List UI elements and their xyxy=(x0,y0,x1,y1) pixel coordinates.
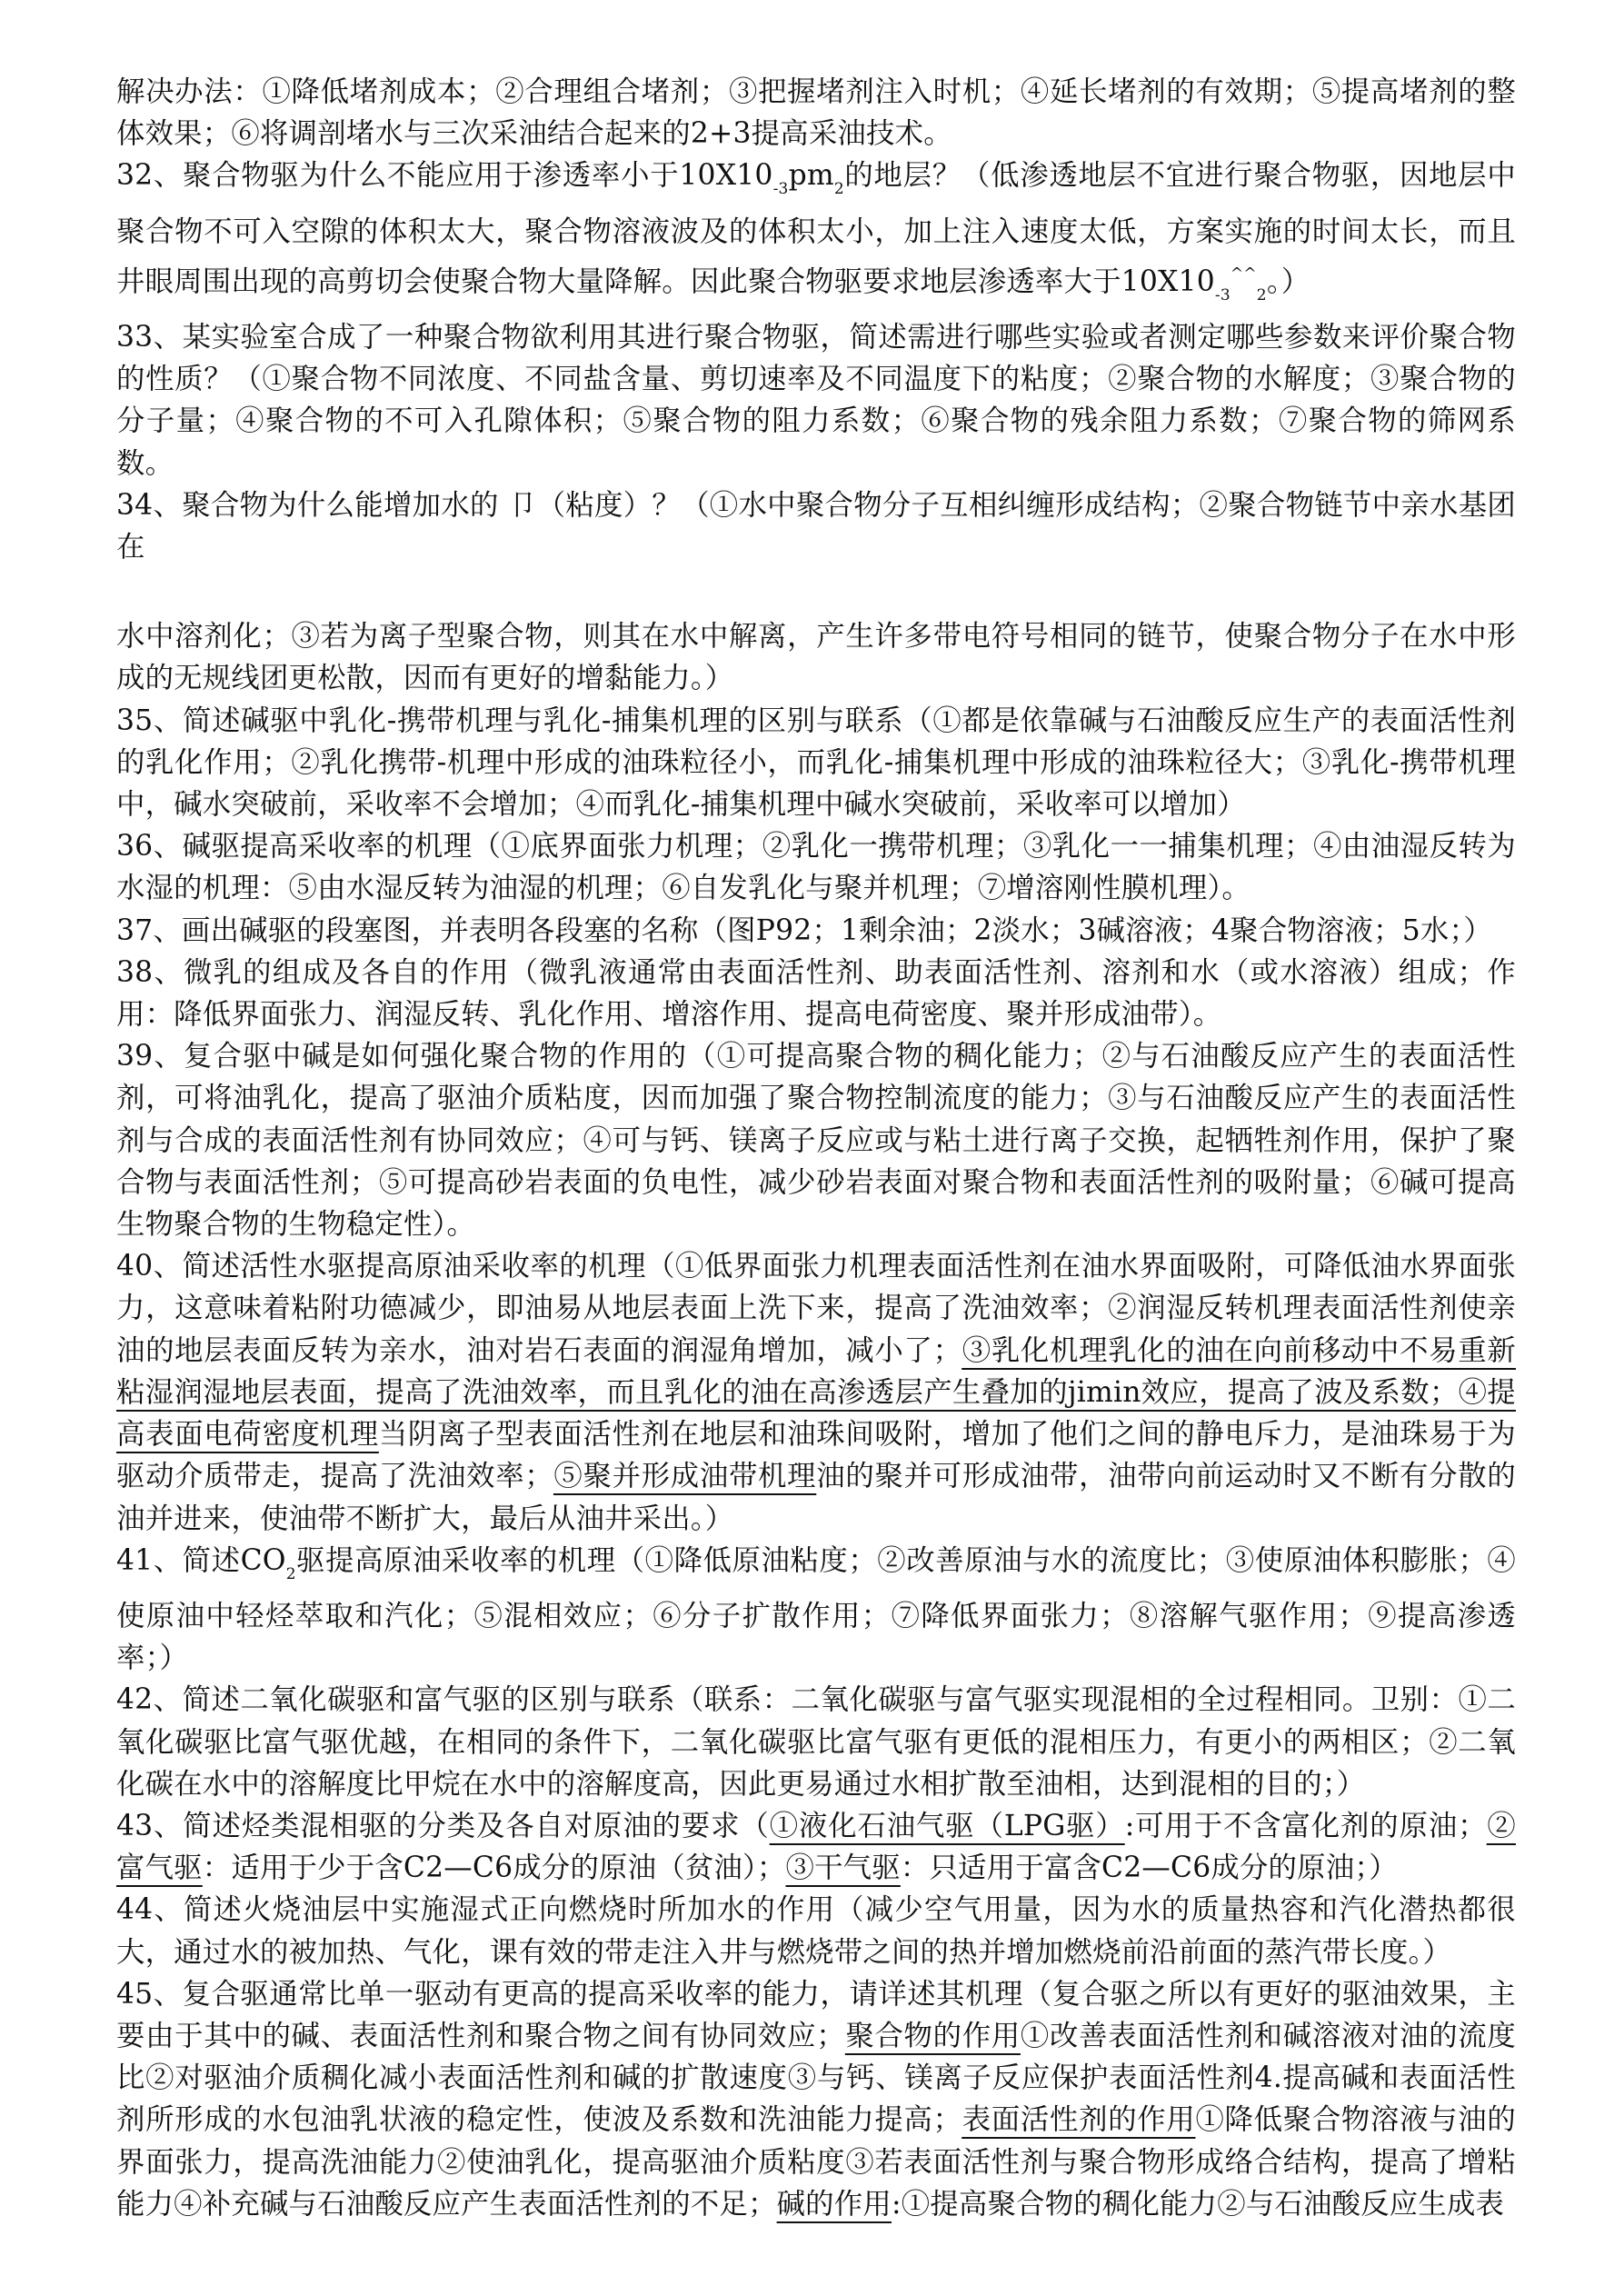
paragraph-solutions xyxy=(116,71,1516,155)
superscript: ^^ xyxy=(1230,264,1257,283)
question-44 xyxy=(116,1889,1516,1972)
underlined-text: 表面活性剂的作用 xyxy=(961,2103,1196,2137)
underlined-text: 聚合物的作用 xyxy=(844,2019,1021,2052)
paragraph-text: 33、某实验室合成了一种聚合物欲利用其进行聚合物驱，简述需进行哪些实验或者测定哪些参数来评价聚合物的性质？（①聚合物不同浓度、不同盐含量、剪切速率及不同温度下的粘度；②聚合物的水解度；③聚合物的分子量；④聚合物的不可入孔隙体积；⑤聚合物的阻力系数；⑥聚合物的残余阻力系数；⑦聚合物的筛网系数。 xyxy=(116,321,1516,480)
underlined-text: ③乳化机理乳化的油在向前移动中不易重新粘湿润湿地层表面，提高了洗油效率，而且乳化的油在高渗透层产生叠加的jimin效应，提高了波及系数；④提高表面电荷密度机理 xyxy=(116,1333,1516,1452)
paragraph-text: 解决办法：①降低堵剂成本；②合理组合堵剂；③把握堵剂注入时机；④延长堵剂的有效期；⑤提高堵剂的整体效果；⑥将调剖堵水与三次采油结合起来的2+3提高采油技术。 xyxy=(116,75,1516,151)
subscript: -3 xyxy=(772,180,789,199)
paragraph-text: 42、简述二氧化碳驱和富气驱的区别与联系（联系：二氧化碳驱与富气驱实现混相的全过程相同。卫别：①二氧化碳驱比富气驱优越，在相同的条件下，二氧化碳驱比富气驱有更低的混相压力，有更小的两相区；②二氧化碳在水中的溶解度比甲烷在水中的溶解度高，因此更易通过水相扩散至油相，达到混相的目的；） xyxy=(116,1683,1516,1801)
subscript: -3 xyxy=(1214,285,1230,304)
question-45 xyxy=(116,1973,1516,2225)
question-33 xyxy=(116,316,1516,484)
question-39 xyxy=(116,1035,1516,1245)
text-segment: 油的聚并可形成油带，油带向前运动时又不断有分散的油并进来，使油带不断扩大，最后从油井采出。） xyxy=(116,1460,1516,1535)
text-segment: 43、简述烃类混相驱的分类及各自对原油的要求（ xyxy=(116,1809,770,1842)
question-34-part1 xyxy=(116,484,1516,568)
underlined-text: ①液化石油气驱（LPG驱） xyxy=(769,1809,1125,1842)
question-32 xyxy=(116,155,1516,316)
text-segment: ①降低聚合物溶液与油的界面张力，提高洗油能力②使油乳化，提高驱油介质粘度③若表面活性剂与聚合物形成络合结构，提高了增粘能力④补充碱与石油酸反应产生表面活性剂的不足； xyxy=(116,2103,1516,2221)
question-36 xyxy=(116,825,1516,909)
question-38 xyxy=(116,952,1516,1035)
underlined-text: ③干气驱 xyxy=(785,1852,901,1885)
text-segment: 。） xyxy=(1266,265,1310,298)
text-segment: :可用于不含富化剂的原油； xyxy=(1124,1809,1487,1842)
subscript: 2 xyxy=(285,1564,296,1583)
text-segment: ：只适用于富含C2—C6成分的原油；） xyxy=(900,1852,1398,1885)
paragraph-text: 37、画出碱驱的段塞图，并表明各段塞的名称（图P92；1剩余油；2淡水；3碱溶液；4聚合物溶液；5水；） xyxy=(116,913,1492,947)
question-37 xyxy=(116,910,1516,952)
paragraph-text: 35、简述碱驱中乳化-携带机理与乳化-捕集机理的区别与联系（①都是依靠碱与石油酸反应生产的表面活性剂的乳化作用；②乳化携带-机理中形成的油珠粒径小，而乳化-捕集机理中形成的油珠粒径大；③乳化-携带机理中，碱水突破前，采收率不会增加；④而乳化-捕集机理中碱水突破前，采收率可以增加） xyxy=(116,704,1516,822)
text-segment: :①提高聚合物的稠化能力②与石油酸反应生成表 xyxy=(891,2187,1505,2221)
question-35 xyxy=(116,700,1516,826)
underlined-text: 碱的作用 xyxy=(776,2187,892,2221)
question-41 xyxy=(116,1540,1516,1680)
text-segment: 的地层？（低渗透地层不宜进行聚合物驱，因地层中聚合物不可入空隙的体积太大，聚合物溶液波及的体积太小，加上注入速度太低，方案实施的时间太长，而且井眼周围出现的高剪切会使聚合物大量降解。因此聚合物驱要求地层渗透率大于10X10 xyxy=(116,159,1516,298)
paragraph-text: 39、复合驱中碱是如何强化聚合物的作用的（①可提高聚合物的稠化能力；②与石油酸反应产生的表面活性剂，可将油乳化，提高了驱油介质粘度，因而加强了聚合物控制流度的能力；③与石油酸反应产生的表面活性剂与合成的表面活性剂有协同效应；④可与钙、镁离子反应或与粘土进行离子交换，起牺牲剂作用，保护了聚合物与表面活性剂；⑤可提高砂岩表面的负电性，减少砂岩表面对聚合物和表面活性剂的吸附量；⑥碱可提高生物聚合物的生物稳定性）。 xyxy=(116,1040,1516,1242)
question-43 xyxy=(116,1805,1516,1889)
text-segment: ：适用于少于含C2—C6成分的原油（贫油）； xyxy=(202,1852,786,1885)
text-segment: 41、简述CO xyxy=(116,1543,286,1577)
text-segment: 当阴离子型表面活性剂在地层和油珠间吸附，增加了他们之间的静电斥力，是油珠易于为驱动介质带走，提高了洗油效率； xyxy=(116,1418,1516,1493)
text-segment: 32、聚合物驱为什么不能应用于渗透率小于10X10 xyxy=(116,159,773,193)
text-segment: 45、复合驱通常比单一驱动有更高的提高采收率的能力，请详述其机理（复合驱之所以有更好的驱油效果，主要由于其中的碱、表面活性剂和聚合物之间有协同效应； xyxy=(116,1977,1516,2052)
text-segment: ①改善表面活性剂和碱溶液对油的流度比②对驱油介质稠化减小表面活性剂和碱的扩散速度③与钙、镁离子反应保护表面活性剂4.提高碱和表面活性剂所形成的水包油乳状液的稳定性，使波及系数和洗油能力提高； xyxy=(116,2019,1517,2137)
paragraph-text: 44、简述火烧油层中实施湿式正向燃烧时所加水的作用（减少空气用量，因为水的质量热容和汽化潜热都很大，通过水的被加热、气化，课有效的带走注入井与燃烧带之间的热并增加燃烧前沿前面的蒸汽带长度。） xyxy=(116,1893,1516,1969)
underlined-text: ⑤聚并形成油带机理 xyxy=(553,1460,817,1493)
text-segment: 驱提高原油采收率的机理（①降低原油粘度；②改善原油与水的流度比；③使原油体积膨胀；④使原油中轻烃萃取和汽化；⑤混相效应；⑥分子扩散作用；⑦降低界面张力；⑧溶解气驱作用；⑨提高渗透率；） xyxy=(116,1543,1516,1675)
subscript: 2 xyxy=(1256,285,1267,304)
text-segment: 40、简述活性水驱提高原油采收率的机理（①低界面张力机理表面活性剂在油水界面吸附，可降低油水界面张力，这意味着粘附功德减少，即油易从地层表面上洗下来，提高了洗油效率；②润湿反转机理表面活性剂使亲油的地层表面反转为亲水，油对岩石表面的润湿角增加，减小了； xyxy=(116,1250,1516,1367)
document-page xyxy=(116,71,1516,2225)
underlined-text: ②富气驱 xyxy=(116,1809,1516,1885)
text-segment: pm xyxy=(788,159,834,193)
question-34-part2 xyxy=(116,615,1516,699)
paragraph-text: 34、聚合物为什么能增加水的 卩（粘度）？（①水中聚合物分子互相纠缠形成结构；②聚合物链节中亲水基团在 xyxy=(116,488,1516,564)
paragraph-text: 38、微乳的组成及各自的作用（微乳液通常由表面活性剂、助表面活性剂、溶剂和水（或水溶液）组成；作用：降低界面张力、润湿反转、乳化作用、增溶作用、提高电荷密度、聚并形成油带）。 xyxy=(116,955,1516,1032)
paragraph-text: 水中溶剂化；③若为离子型聚合物，则其在水中解离，产生许多带电符号相同的链节，使聚合物分子在水中形成的无规线团更松散，因而有更好的增黏能力。） xyxy=(116,620,1516,695)
question-42 xyxy=(116,1679,1516,1805)
question-40 xyxy=(116,1245,1516,1539)
paragraph-text: 36、碱驱提高采收率的机理（①底界面张力机理；②乳化一携带机理；③乳化一一捕集机理；④由油湿反转为水湿的机理：⑤由水湿反转为油湿的机理；⑥自发乳化与聚并机理；⑦增溶刚性膜机理）。 xyxy=(116,830,1516,905)
subscript: 2 xyxy=(833,180,844,199)
